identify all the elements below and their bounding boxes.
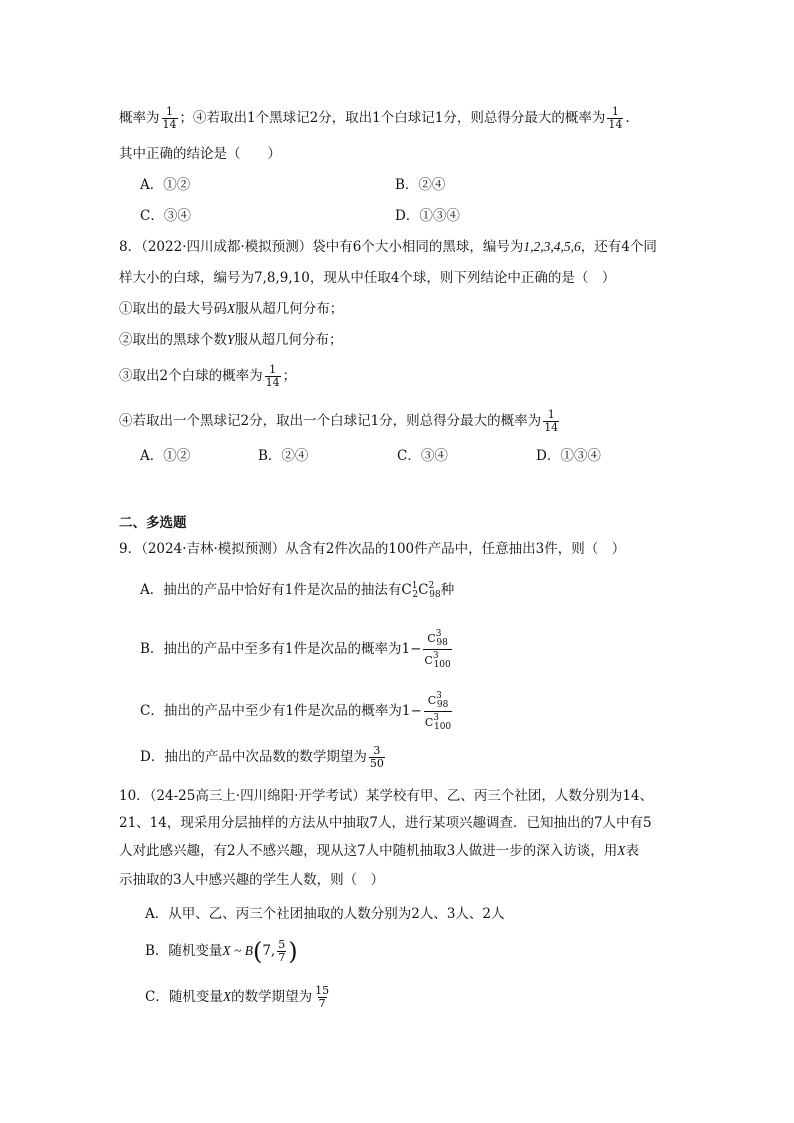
frac-num: 15 [315,984,330,997]
q8-statement-1 [119,300,343,318]
q8-text: ，还有4个同 [580,239,657,255]
q8-text: ①取出的最大号码 [119,301,227,317]
q9-text: A．抽出的产品中恰好有1件是次品的抽法有 [140,582,402,598]
section-header: 二、多选题 [119,515,187,531]
comb-symbol: C [418,582,429,598]
q9-text: B．抽出的产品中至多有1件是次品的概率为 [140,641,402,657]
frac-num [426,628,449,649]
comb-symbol: C [401,582,412,598]
frac-den: 14 [544,421,559,434]
q7-text: 概率为 [119,110,160,126]
q8-stem-line1 [119,238,657,256]
frac-num [427,690,450,711]
q9-frac-c [424,690,452,733]
q8-var: X [227,301,236,316]
frac-num: 1 [166,105,173,118]
paren-left: ( [252,937,263,966]
q7-option-c: C．③④ [140,208,191,224]
q8-numbers: 1,2,3,4,5,6 [523,239,581,254]
frac-num: 1 [547,408,555,421]
q7-frac1 [162,106,178,131]
q10-args: 7, [262,943,276,959]
q9-option-a [140,577,454,604]
frac-den: 7 [278,951,286,964]
q9-option-d [140,745,387,770]
frac-den [424,711,452,733]
comb-symbol: C [424,654,433,667]
q10-text: 的数学期望为 [231,989,313,1005]
q7-option-d: D．①③④ [395,208,460,224]
q9-one-minus: 1− [401,641,422,657]
frac-num: 5 [278,938,286,951]
q10-frac-b [277,939,286,964]
q10-line2: 21、14，现采用分层抽样的方法从中抽取7人，进行某项兴趣调查．已知抽出的7人中有5 [119,815,652,831]
comb-sup: 3 [435,629,442,639]
q7-option-b: B．②④ [395,177,446,193]
q9-text: 种 [440,582,455,598]
q8-text: ②取出的黑球个数 [119,332,227,348]
frac-num: 3 [373,744,381,757]
comb-sub: 2 [412,590,419,600]
comb-sup: 3 [433,713,439,723]
frac-den [423,649,451,671]
q9-combination-c98-2 [418,577,441,604]
q9-combination-c2-1 [401,577,418,604]
q7-option-a: A．①② [140,177,191,193]
q9-text: D．抽出的产品中次品数的数学期望为 [140,749,367,765]
q8-statement-3 [119,364,296,389]
q9-option-b [140,628,454,671]
q9-option-c [140,690,454,733]
q7-line2: 其中正确的结论是（ ） [119,146,281,162]
q9-stem: 9．（2024·吉林·模拟预测）从含有2件次品的100件产品中，任意抽出3件，则（ ） [119,541,626,557]
q8-frac-4 [543,409,559,434]
q8-frac-3 [265,364,281,389]
q10-var: X [222,989,232,1004]
frac-den: 14 [265,376,280,389]
q8-statement-4 [119,409,561,434]
comb-sub: 100 [433,660,451,670]
frac-den: 14 [608,118,623,131]
comb-sub: 98 [429,590,441,600]
q8-text: 服从超几何分布； [234,332,343,348]
frac-den: 14 [162,118,177,131]
q8-text: 服从超几何分布； [235,301,344,317]
q10-option-a: A．从甲、乙、丙三个社团抽取的人数分别为2人、3人、2人 [145,906,505,922]
q8-stem-line2: 样大小的白球，编号为7,8,9,10，现从中任取4个球，则下列结论中正确的是（ ） [119,270,616,286]
q8-option-b: B．②④ [258,448,309,464]
q10-line4: 示抽取的3人中感兴趣的学生人数，则（ ） [119,872,385,888]
q8-option-a: A．①② [140,448,191,464]
q8-option-c: C．③④ [397,448,448,464]
comb-sup: 1 [411,581,418,591]
q10-text: B．随机变量 [145,943,223,959]
comb-sup: 2 [428,581,435,591]
q7-text: ；④若取出1个黑球记2分，取出1个白球记1分，则总得分最大的概率为 [179,110,606,126]
q9-frac-b [423,628,451,671]
frac-den: 50 [369,757,384,770]
q8-text: ； [282,368,297,384]
q7-frac2 [607,106,623,131]
comb-sup: 3 [436,691,442,701]
q10-text: 人对此感兴趣，有2人不感兴趣，现从这7人中随机抽取3人做进一步的深入访谈，用 [119,843,618,859]
comb-symbol: C [427,632,436,645]
q7-line1 [119,106,630,131]
q10-frac-c [314,985,330,1010]
q10-line3 [119,842,639,860]
comb-symbol: C [427,694,437,707]
q8-text: 8．（2022·四川成都·模拟预测）袋中有6个大小相同的黑球，编号为 [119,239,524,255]
q10-option-b [145,939,298,964]
q7-text: . [625,110,630,126]
q10-text: C．随机变量 [145,989,223,1005]
comb-sub: 98 [436,638,448,648]
frac-num: 1 [269,363,277,376]
q9-frac-d [369,745,385,770]
q10-option-c [145,985,332,1010]
q9-text: C．抽出的产品中至少有1件是次品的概率为 [140,703,402,719]
paren-right: ) [288,937,298,966]
q9-one-minus: 1− [401,703,422,719]
q8-var: Y [227,332,235,347]
frac-num: 1 [611,105,619,118]
q10-var: X [617,843,626,858]
q8-option-d: D．①③④ [536,448,601,464]
comb-symbol: C [424,716,434,729]
comb-sub: 100 [433,722,452,732]
comb-sub: 98 [436,700,449,710]
comb-sup: 3 [432,651,439,661]
frac-den: 7 [318,997,326,1010]
q10-text: 表 [625,843,640,859]
q10-distribution: X ~ B [222,943,253,958]
q8-statement-2 [119,331,343,349]
q10-line1: 10．（24-25高三上·四川绵阳·开学考试）某学校有甲、乙、丙三个社团，人数分别为14、 [119,788,654,804]
q8-text: ④若取出一个黑球记2分，取出一个白球记1分，则总得分最大的概率为 [119,413,542,429]
q8-text: ③取出2个白球的概率为 [119,368,263,384]
